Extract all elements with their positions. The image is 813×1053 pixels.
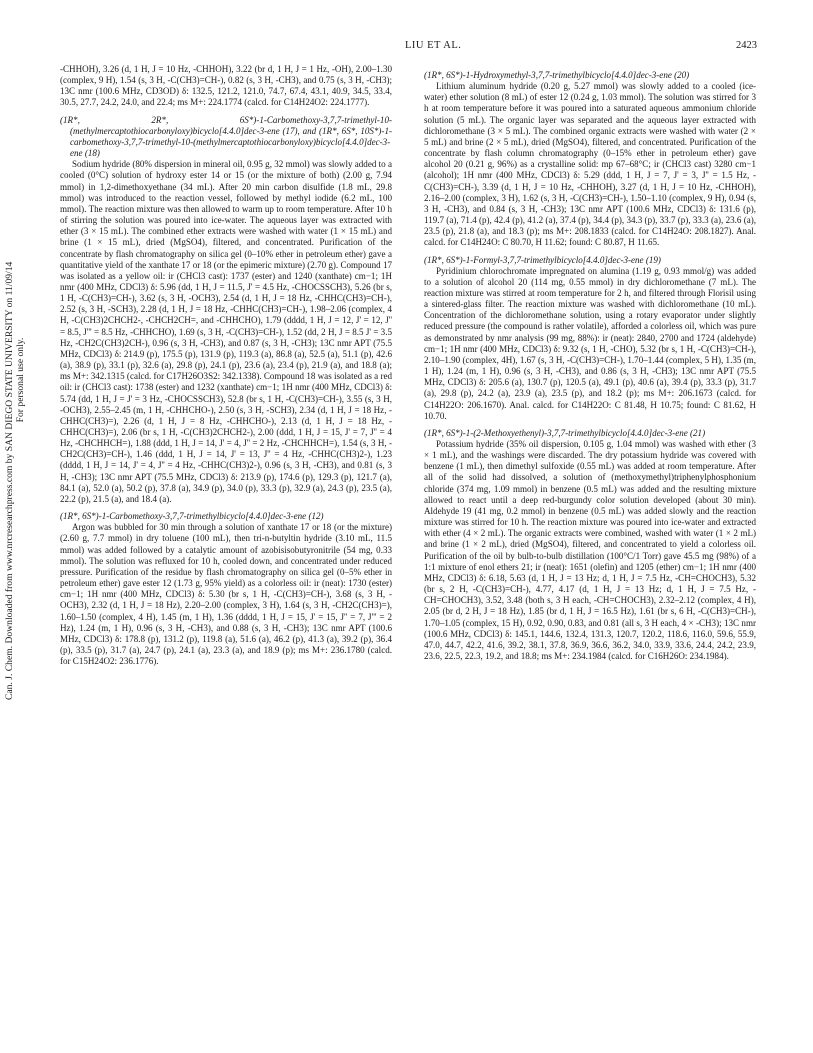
right-column	[424, 64, 756, 662]
section-heading: (1R*, 2R*, 6S*)-1-Carbomethoxy-3,7,7-trimethyl-10-(methylmercaptothiocarbonyloxy)bicyclo[4.4.0]dec-3-ene (17), and (1R*, 6S*, 10S*)-1-carbomethoxy-3,7,7-trimethyl-10-(methylmercaptothiocarbonyloxy)bicyclo[4.4.0]dec-3-ene (18)	[60, 114, 392, 159]
running-title: LIU ET AL.	[405, 40, 462, 51]
body-paragraph: Pyridinium chlorochromate impregnated on alumina (1.19 g, 0.93 mmol/g) was added to a solution of alcohol 20 (114 mg, 0.55 mmol) in dry dichloromethane (7 mL). The reaction mixture was stirred at room temperature for 2 h, and filtered through Florisil using a sintered-glass filter. The reaction mixture was washed with dichloromethane (10 mL). Concentration of the dichloromethane solution, using a rotary evaporator under slightly reduced pressure (the compound is rather volatile), afforded a colorless oil, which was pure as demonstrated by nmr analysis (99 mg, 88%): ir (neat): 2840, 2700 and 1724 (aldehyde) cm−1; 1H nmr (400 MHz, CDCl3) δ: 9.32 (s, 1 H, -CHO), 5.32 (br s, 1 H, -C(CH3)=CH-), 2.10–1.90 (complex, 4H), 1.67 (s, 3 H, -C(CH3)=CH-), 1.70–1.44 (complex, 5 H), 1.35 (m, 1 H), 1.24 (m, 1 H), 0.96 (s, 3 H, -CH3), and 0.86 (s, 3 H, -CH3); 13C nmr APT (75.5 MHz, CDCl3) δ: 205.6 (a), 130.7 (p), 120.5 (a), 49.1 (p), 40.6 (a), 39.4 (p), 33.3 (p), 31.7 (a), 29.8 (p), 24.2 (a), 23.9 (a), 23.5 (p), and 18.2 (p); ms M+: 206.1673 (calcd. for C14H22O: 206.1670). Anal. calcd. for C14H22O: C 81.48, H 10.75; found: C 81.62, H 10.70.	[424, 265, 756, 421]
download-notice-line-1: Can. J. Chem. Downloaded from www.nrcresearchpress.com by SAN DIEGO STATE UNIVERSITY on 11/09/14	[4, 261, 15, 700]
download-watermark	[0, 0, 40, 1053]
section-heading: (1R*, 6S*)-1-(2-Methoxyethenyl)-3,7,7-trimethylbicyclo[4.4.0]dec-3-ene (21)	[424, 427, 706, 438]
left-column	[60, 64, 392, 667]
body-paragraph: Lithium aluminum hydride (0.20 g, 5.27 mmol) was slowly added to a cooled (ice-water) ether solution (8 mL) of ester 12 (0.24 g, 1.03 mmol). The solution was stirred for 3 h at room temperature before it was poured into a saturated aqueous ammonium chloride solution (5 mL). The organic layer was separated and the aqueous layer extracted with dichloromethane (3 × 5 mL). The combined organic extracts were washed with water (2 × 5 mL) and brine (2 × 5 mL), dried (MgSO4), filtered, and concentrated. Purification of the concentrate by flash column chromatography (0–15% ether in petroleum ether) gave alcohol 20 (0.21 g, 96%) as a crystalline solid: mp 67–68°C; ir (CHCl3 cast) 3280 cm−1 (alcohol); 1H nmr (400 MHz, CDCl3) δ: 5.29 (ddd, 1 H, J = 7, J' = 3, J'' = 1.5 Hz, -C(CH3)=CH-), 3.39 (d, 1 H, J = 10 Hz, -CHHOH), 3.27 (d, 1 H, J = 10 Hz, -CHHOH), 2.16–2.00 (complex, 3 H), 1.62 (s, 3 H, -C(CH3)=CH-), 1.50–1.10 (complex, 9 H), 0.94 (s, 3 H, -CH3), and 0.84 (s, 3 H, -CH3); 13C nmr APT (100.6 MHz, CDCl3) δ: 131.6 (p), 119.7 (a), 71.4 (p), 42.4 (p), 41.2 (a), 37.4 (p), 34.4 (p), 34.3 (p), 33.7 (p), 33.3 (a), 23.6 (a), 23.5 (p), 21.8 (a), and 18.3 (p); ms M+: 208.1833 (calcd. for C14H24O: 208.1827). Anal. calcd. for C14H24O: C 80.70, H 11.62; found: C 80.87, H 11.65.	[424, 81, 756, 248]
section-heading: (1R*, 6S*)-1-Carbomethoxy-3,7,7-trimethylbicyclo[4.4.0]dec-3-ene (12)	[60, 511, 324, 522]
body-paragraph: Potassium hydride (35% oil dispersion, 0.105 g, 1.04 mmol) was washed with ether (3 × 1 mL), and the washings were discarded. The dry potassium hydride was covered with benzene (1 mL), then dimethyl sulfoxide (0.55 mL) was added at room temperature. After all of the solid had dissolved, a solution of (methoxymethyl)triphenylphosphonium chloride (374 mg, 1.09 mmol) in benzene (0.5 mL) was added and the resulting mixture allowed to react until a deep red-burgundy color solution developed (about 30 min). Aldehyde 19 (41 mg, 0.2 mmol) in benzene (0.5 mL) was added slowly and the reaction mixture was stirred for 10 h. The reaction mixture was poured into ice-water and extracted with ether (4 × 2 mL). The organic extracts were combined, washed with water (1 × 2 mL) and brine (1 × 2 mL), dried (MgSO4), filtered, and concentrated to yield a colorless oil. Purification of the oil by bulb-to-bulb distillation (100°C/1 Torr) gave 45.5 mg (98%) of a 1:1 mixture of enol ethers 21; ir (neat): 1651 (olefin) and 1205 (ether) cm−1; 1H nmr (400 MHz, CDCl3) δ: 6.18, 5.63 (d, 1 H, J = 13 Hz; d, 1 H, J = 7.5 Hz, -CH=CHOCH3), 5.32 (br s, 2 H, -C(CH3)=CH-), 4.77, 4.17 (d, 1 H, J = 13 Hz; d, 1 H, J = 7.5 Hz, -CH=CHOCH3), 3.52, 3.48 (both s, 3 H each, -CH=CHOCH3), 2.32–2.12 (complex, 4 H), 2.05 (br d, 2 H, J = 18 Hz), 1.85 (br d, 1 H, J = 16.5 Hz), 1.61 (br s, 6 H, -C(CH3)=CH-), 1.70–1.05 (complex, 15 H), 0.92, 0.90, 0.83, and 0.81 (all s, 3 H each, 4 × -CH3); 13C nmr (100.6 MHz, CDCl3) δ: 145.1, 144.6, 132.4, 131.3, 120.7, 120.2, 118.6, 116.0, 59.6, 55.9, 47.0, 44.7, 42.2, 41.6, 39.2, 38.1, 37.8, 36.9, 36.6, 36.2, 34.0, 33.9, 33.6, 24.4, 24.2, 23.9, 23.6, 22.5, 22.3, 19.2, and 18.8; ms M+: 234.1984 (calcd. for C16H26O: 234.1984).	[424, 439, 756, 661]
body-paragraph: Sodium hydride (80% dispersion in mineral oil, 0.95 g, 32 mmol) was slowly added to a cooled (0°C) solution of hydroxy ester 14 or 15 (or the mixture of both) (2.00 g, 7.94 mmol) in 1,2-dimethoxyethane (34 mL). After 20 min carbon disulfide (1.8 mL, 29.8 mmol) was introduced to the reaction vessel, followed by methyl iodide (6.2 mL, 100 mmol). The reaction mixture was then allowed to warm up to room temperature. After 10 h of stirring the solution was poured into ice-water. The aqueous layer was extracted with ether (3 × 15 mL). The combined ether extracts were washed with water (1 × 15 mL) and brine (1 × 15 mL), dried (MgSO4), filtered, and concentrated. Purification of the concentrate by flash chromatography on silica gel (0–10% ether in petroleum ether) gave a quantitative yield of the xanthate 17 or 18 (or the epimeric mixture) (2.70 g). Compound 17 was isolated as a yellow oil: ir (CHCl3 cast): 1737 (ester) and 1240 (xanthate) cm−1; 1H nmr (400 MHz, CDCl3) δ: 5.96 (dd, 1 H, J = 11.5, J' = 4.5 Hz, -CHOCSSCH3), 5.26 (br s, 1 H, -C(CH3)=CH-), 3.62 (s, 3 H, -OCH3), 2.54 (d, 1 H, J = 18 Hz, -CHHC(CH3)=CH-), 2.52 (s, 3 H, -SCH3), 2.28 (d, 1 H, J = 18 Hz, -CHHC(CH3)=CH-), 1.98–2.06 (complex, 4 H, -C(CH3)2CHCH2-, -CHCH2CH=, and -CHHCHO), 1.79 (dddd, 1 H, J = 12, J' = 12, J'' = 8.5, J''' = 8.5 Hz, -CHHCHO), 1.69 (s, 3 H, -C(CH3)=CH-), 1.52 (dd, 2 H, J = 8.5 J' = 3.5 Hz, -CH2C(CH3)2CH-), 0.96 (s, 3 H, -CH3), and 0.87 (s, 3 H, -CH3); 13C nmr APT (75.5 MHz, CDCl3) δ: 214.9 (p), 175.5 (p), 131.9 (p), 119.3 (a), 86.8 (a), 52.5 (a), 51.1 (p), 42.6 (a), 38.9 (p), 33.1 (p), 32.6 (a), 29.8 (p), 24.1 (p), 23.6 (a), 23.4 (p), 21.9 (a), and 18.8 (a); ms M+: 342.1315 (calcd. for C17H26O3S2: 342.1338). Compound 18 was isolated as a red oil: ir (CHCl3 cast): 1738 (ester) and 1232 (xanthate) cm−1; 1H nmr (400 MHz, CDCl3) δ: 5.74 (dd, 1 H, J = J' = 3 Hz, -CHOCSSCH3), 52.8 (br s, 1 H, -C(CH3)=CH-), 3.55 (s, 3 H, -OCH3), 2.55–2.45 (m, 1 H, -CHHCHO-), 2.50 (s, 3 H, -SCH3), 2.34 (d, 1 H, J = 18 Hz, -CHHC(CH3)=), 2.26 (d, 1 H, J = 8 Hz, -CHHCHO-), 2.13 (d, 1 H, J = 18 Hz, -CHHC(CH3)=), 2.06 (br s, 1 H, -C(CH3)2CHCH2-), 2.00 (ddd, 1 H, J = 15, J' = 7, J'' = 4 Hz, -CHCHHCH=), 1.88 (ddd, 1 H, J = 14, J' = 4, J'' = 2 Hz, -CHCHHCH=), 1.54 (s, 3 H, -CH2C(CH3)=CH-), 1.46 (ddd, 1 H, J = 14, J' = 13, J'' = 4 Hz, -CHHC(CH3)2-), 1.23 (dddd, 1 H, J = 14, J' = 4, J'' = 4 Hz, -CHHC(CH3)2-), 0.96 (s, 3 H, -CH3), and 0.81 (s, 3 H, -CH3); 13C nmr APT (75.5 MHz, CDCl3) δ: 213.9 (p), 174.6 (p), 129.3 (p), 121.7 (a), 84.1 (a), 52.0 (a), 50.2 (p), 37.8 (a), 34.9 (p), 34.0 (p), 33.3 (p), 32.9 (a), 24.3 (p), 23.5 (a), 22.2 (p), 21.5 (a), and 18.4 (a).	[60, 159, 393, 504]
running-header	[0, 40, 813, 56]
section-heading: (1R*, 6S*)-1-Hydroxymethyl-3,7,7-trimethylbicyclo[4.4.0]dec-3-ene (20)	[424, 70, 690, 80]
body-paragraph: -CHHOH), 3.26 (d, 1 H, J = 10 Hz, -CHHOH), 3.22 (br d, 1 H, J = 1 Hz, -OH), 2.00–1.30 (complex, 9 H), 1.54 (s, 3 H, -C(CH3)=CH-), 0.82 (s, 3 H, -CH3), and 0.75 (s, 3 H, -CH3); 13C nmr (100.6 MHz, CD3OD) δ: 132.5, 121.2, 121.0, 74.7, 67.4, 43.1, 40.9, 34.5, 33.4, 30.5, 27.7, 24.2, 24.0, and 22.4; ms M+: 224.1774 (calcd. for C14H24O2: 224.1777).	[60, 64, 392, 108]
body-paragraph: Argon was bubbled for 30 min through a solution of xanthate 17 or 18 (or the mixture) (2.60 g, 7.7 mmol) in dry toluene (100 mL), then tri-n-butyltin hydride (3.10 mL, 11.5 mmol) was added followed by a catalytic amount of azobisisobutyronitrile (54 mg, 0.33 mmol). The solution was refluxed for 10 h, cooled down, and concentrated under reduced pressure. Purification of the residue by flash chromatography on silica gel (0–5% ether in petroleum ether) gave ester 12 (1.73 g, 95% yield) as a colorless oil: ir (neat): 1730 (ester) cm−1; 1H nmr (400 MHz, CDCl3) δ: 5.30 (br s, 1 H, -C(CH3)=CH-), 3.68 (s, 3 H, -OCH3), 2.32 (d, 1 H, J = 18 Hz), 2.20–2.00 (complex, 3 H), 1.64 (s, 3 H, -CH2C(CH3)=), 1.60–1.50 (complex, 4 H), 1.45 (m, 1 H), 1.36 (dddd, 1 H, J = 15, J' = 15, J'' = 7, J''' = 2 Hz), 1.24 (m, 1 H), 0.96 (s, 3 H, -CH3), and 0.88 (s, 3 H, -CH3); 13C nmr APT (100.6 MHz, CDCl3) δ: 178.8 (p), 131.2 (p), 119.8 (a), 51.6 (a), 46.2 (p), 41.3 (a), 39.2 (p), 36.4 (p), 33.5 (p), 31.7 (a), 24.7 (p), 24.1 (a), 23.3 (a), and 18.9 (p); ms M+: 236.1780 (calcd. for C15H24O2: 236.1776).	[60, 522, 392, 667]
download-notice	[4, 60, 26, 700]
download-notice-line-2: For personal use only.	[15, 337, 26, 423]
section-heading: (1R*, 6S*)-1-Formyl-3,7,7-trimethylbicyclo[4.4.0]dec-3-ene (19)	[424, 254, 661, 265]
page-number: 2423	[736, 40, 757, 51]
